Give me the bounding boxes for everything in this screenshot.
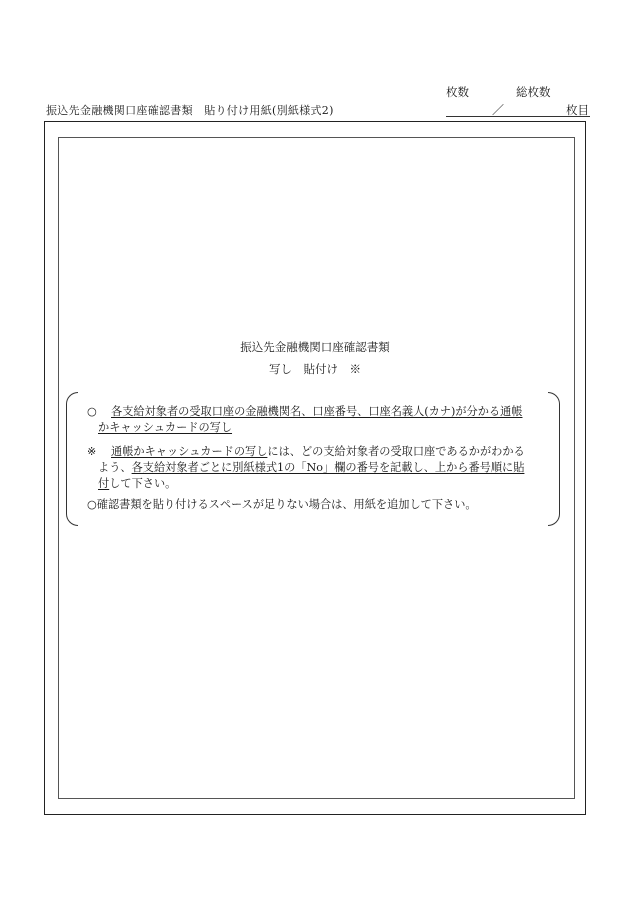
note-1-mark: ○: [87, 405, 97, 418]
total-sheets-label: 総枚数: [516, 85, 551, 99]
note-2-line-1-text: には、どの支給対象者の受取口座であるかがわかる: [267, 445, 525, 458]
count-underline: [446, 116, 590, 117]
note-1-line-1: [111, 404, 522, 420]
note-2-line-2-underlined: 各支給対象者ごとに別紙様式1の「No」欄の番号を記載し、上から番号順に貼: [131, 461, 525, 474]
paste-area-subtitle: 写し 貼付け ※: [269, 362, 361, 376]
note-2-line-1-underlined: 通帳かキャッシュカードの写し: [111, 445, 268, 458]
note-2-line-1: [111, 444, 525, 460]
note-3: ○確認書類を貼り付けるスペースが足りない場合は、用紙を追加して下さい。: [87, 498, 477, 511]
count-separator: ／: [492, 103, 505, 117]
notes-bracket-right: [548, 392, 560, 526]
sheet-count-label: 枚数: [446, 85, 469, 99]
note-2-line-3-text: して下さい。: [109, 477, 177, 490]
note-1-line-1-text: 各支給対象者の受取口座の金融機関名、口座番号、口座名義人(カナ)が分かる通帳: [111, 405, 523, 418]
note-2-line-2-prefix: よう、: [98, 461, 132, 474]
note-2-line-3-underlined: 付: [98, 477, 110, 490]
note-1-line-2: [98, 420, 232, 436]
note-2-line-2: [98, 460, 524, 476]
page-number-label: 枚目: [566, 103, 589, 117]
note-1-line-2-text: かキャッシュカードの写し: [98, 421, 233, 434]
notes-bracket-left: [66, 392, 78, 526]
note-2-line-3: [98, 476, 176, 492]
note-2-mark: ※: [87, 445, 97, 458]
paste-area-title: 振込先金融機関口座確認書類: [240, 340, 390, 354]
document-title: 振込先金融機関口座確認書類 貼り付け用紙(別紙様式2): [46, 104, 334, 117]
